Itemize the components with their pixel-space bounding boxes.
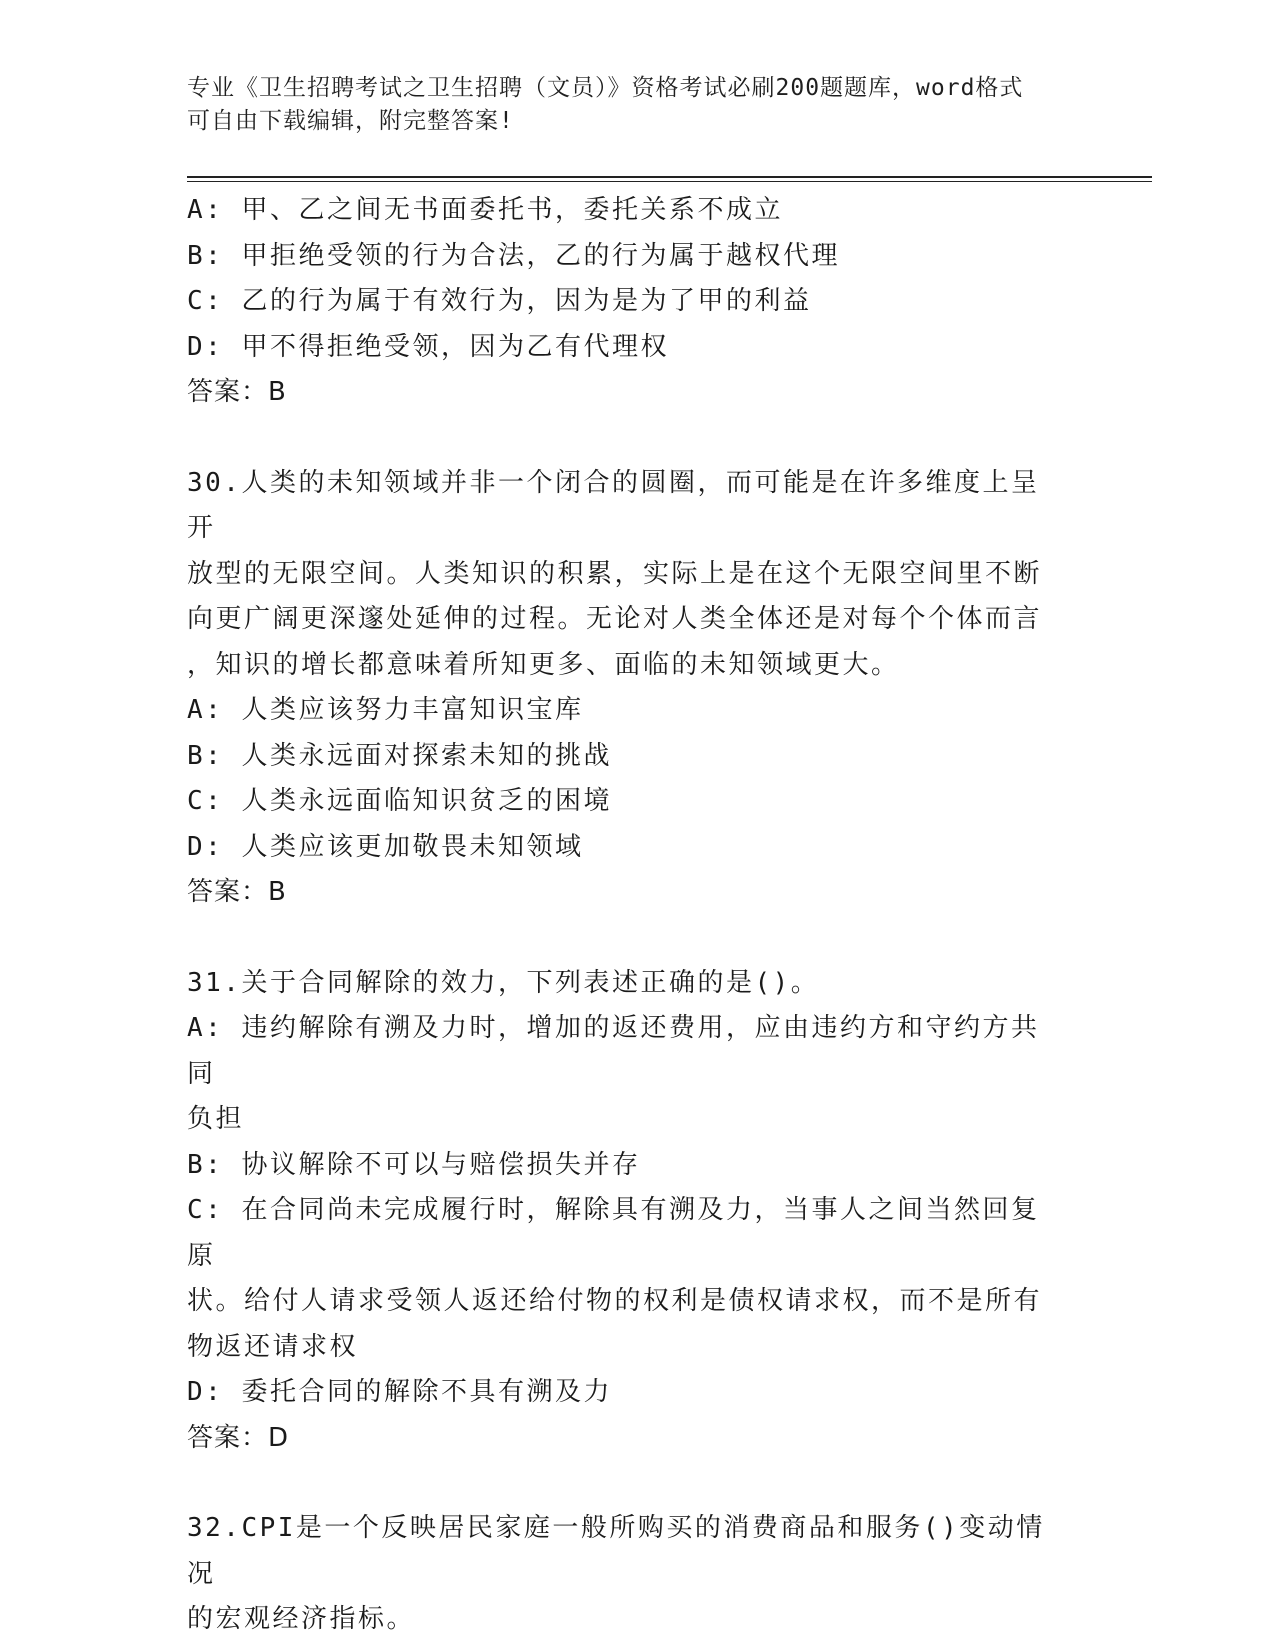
question-stem-line: 的宏观经济指标。 xyxy=(187,1604,416,1634)
question-stem-line: 向更广阔更深邃处延伸的过程。无论对人类全体还是对每个个体而言 xyxy=(187,604,1043,634)
option-b: B: 人类永远面对探索未知的挑战 xyxy=(187,740,612,771)
question-content xyxy=(187,188,1067,1643)
question-stem: 31.关于合同解除的效力，下列表述正确的是()。 xyxy=(187,967,820,998)
option-d: D: 甲不得拒绝受领，因为乙有代理权 xyxy=(187,331,669,362)
answer: 答案：D xyxy=(187,1422,290,1453)
spacer xyxy=(187,916,1067,961)
question-30 xyxy=(187,461,1067,916)
option-c-line: 状。给付人请求受领人返还给付物的权利是债权请求权，而不是所有 xyxy=(187,1286,1043,1316)
option-c-line: 物返还请求权 xyxy=(187,1331,359,1362)
option-b: B: 甲拒绝受领的行为合法，乙的行为属于越权代理 xyxy=(187,240,840,271)
document-header xyxy=(187,72,1067,138)
option-b: B: 协议解除不可以与赔偿损失并存 xyxy=(187,1149,641,1180)
question-31 xyxy=(187,961,1067,1462)
option-c: C: 乙的行为属于有效行为，因为是为了甲的利益 xyxy=(187,286,812,316)
question-stem-line: 32.CPI是一个反映居民家庭一般所购买的消费商品和服务()变动情况 xyxy=(187,1513,1045,1589)
question-stem-line: 30.人类的未知领域并非一个闭合的圆圈，而可能是在许多维度上呈开 xyxy=(187,467,1040,543)
answer: 答案：B xyxy=(187,877,287,907)
option-a-line: A: 违约解除有溯及力时，增加的返还费用，应由违约方和守约方共同 xyxy=(187,1013,1040,1089)
header-divider-thin xyxy=(187,181,1152,182)
option-c-line: C: 在合同尚未完成履行时，解除具有溯及力，当事人之间当然回复原 xyxy=(187,1195,1040,1271)
question-32 xyxy=(187,1506,1067,1643)
spacer xyxy=(187,1461,1067,1506)
option-a: A: 人类应该努力丰富知识宝库 xyxy=(187,695,584,725)
option-d: D: 人类应该更加敬畏未知领域 xyxy=(187,831,584,862)
header-divider-thick xyxy=(187,176,1152,178)
header-line-2: 可自由下载编辑，附完整答案! xyxy=(187,108,514,134)
question-stem-line: ，知识的增长都意味着所知更多、面临的未知领域更大。 xyxy=(187,649,900,680)
option-c: C: 人类永远面临知识贫乏的困境 xyxy=(187,786,612,816)
option-d: D: 委托合同的解除不具有溯及力 xyxy=(187,1377,612,1407)
answer: 答案：B xyxy=(187,377,287,407)
spacer xyxy=(187,416,1067,461)
option-a-line: 负担 xyxy=(187,1104,245,1134)
header-line-1: 专业《卫生招聘考试之卫生招聘（文员）》资格考试必刷200题题库，word格式 xyxy=(187,75,1024,101)
question-stem-line: 放型的无限空间。人类知识的积累，实际上是在这个无限空间里不断 xyxy=(187,558,1043,589)
question-29 xyxy=(187,188,1067,416)
option-a: A: 甲、乙之间无书面委托书，委托关系不成立 xyxy=(187,195,783,225)
